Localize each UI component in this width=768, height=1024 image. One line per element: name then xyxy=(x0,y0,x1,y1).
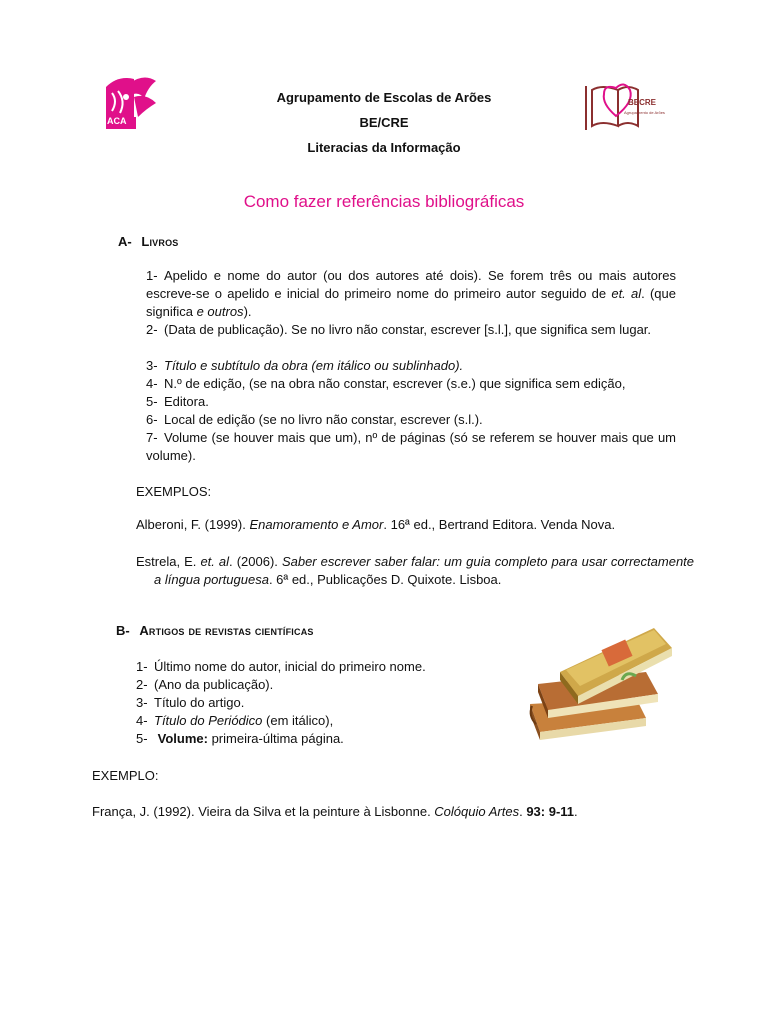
list-item: 3- Título do artigo. xyxy=(136,695,245,710)
list-item: 3- Título e subtítulo da obra (em itálico ou sublinhado). xyxy=(146,358,464,373)
list-item: 2- (Data de publicação). Se no livro não constar, escrever [s.l.], que significa sem lugar. xyxy=(146,322,652,337)
books-icon xyxy=(526,620,676,742)
example-reference: França, J. (1992). Vieira da Silva et la peinture à Lisbonne. Colóquio Artes. 93: 9-11. xyxy=(92,804,578,819)
section-b-letter: B- xyxy=(116,623,130,638)
example-reference: Alberoni, F. (1999). Enamoramento e Amor. 16ª ed., Bertrand Editora. Venda Nova. xyxy=(136,517,616,532)
section-b-title: Artigos de revistas científicas xyxy=(139,623,314,638)
list-item: 1- Último nome do autor, inicial do primeiro nome. xyxy=(136,659,426,674)
section-a-heading xyxy=(118,234,179,249)
list-item: 7- Volume (se houver mais que um), nº de páginas (só se referem se houver mais que um volume). xyxy=(146,430,676,463)
section-b-heading xyxy=(116,623,314,638)
list-item: 6- Local de edição (se no livro não constar, escrever (s.l.). xyxy=(146,412,483,427)
school-name: Agrupamento de Escolas de Arões xyxy=(276,90,492,105)
list-item: 5- Volume: primeira-última página. xyxy=(136,731,344,746)
section-a-letter: A- xyxy=(118,234,132,249)
library-logo-text: BECRE xyxy=(628,98,657,107)
list-item: 2- (Ano da publicação). xyxy=(136,677,274,692)
library-name: BE/CRE xyxy=(359,115,409,130)
list-item: 4- N.º de edição, (se na obra não constar, escrever (s.e.) que significa sem edição, xyxy=(146,376,626,391)
library-logo-subtext: Agrupamento de Arões xyxy=(624,110,665,115)
list-item: 5- Editora. xyxy=(146,394,209,409)
list-item: 4- Título do Periódico (em itálico), xyxy=(136,713,334,728)
subject-name: Literacias da Informação xyxy=(307,140,461,155)
list-item: 1- Apelido e nome do autor (ou dos autores até dois). Se forem três ou mais autores escreve-se o apelido e inicial do primeiro nome do primeiro autor seguido de et. al. (que significa e outros). xyxy=(146,268,676,319)
page-title: Como fazer referências bibliográficas xyxy=(243,192,525,211)
example-reference: Estrela, E. et. al. (2006). Saber escrever saber falar: um guia completo para usar correctamente a língua portuguesa. 6ª ed., Publicações D. Quixote. Lisboa. xyxy=(136,554,695,587)
section-a-title: Livros xyxy=(141,234,179,249)
examples-label: EXEMPLOS: xyxy=(136,484,212,499)
example-label: EXEMPLO: xyxy=(92,768,159,783)
school-logo-text: ACA xyxy=(107,116,127,126)
